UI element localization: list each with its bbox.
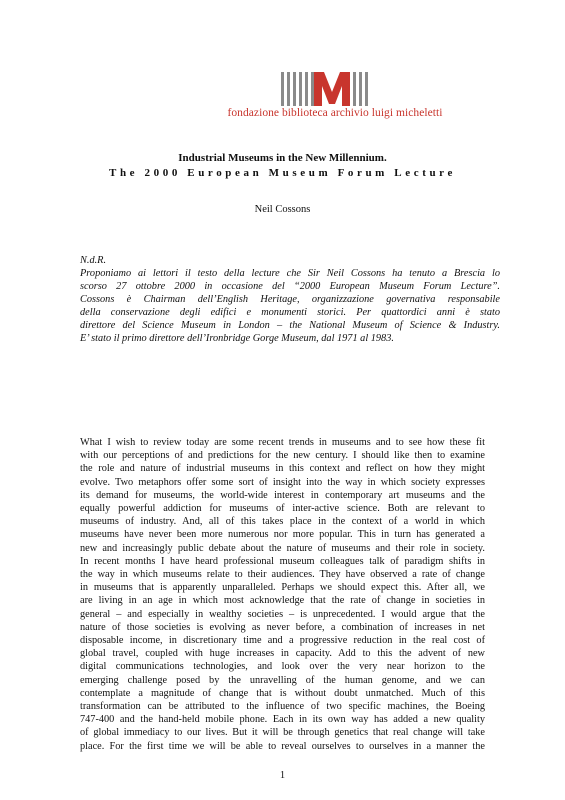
body-line: global travel, coupled with huge increases in capacity. Add to this the advent of new [80,648,485,660]
body-line: disposable income, in discretionary time and a progressive reduction in the real cost of [80,635,485,647]
author-name: Neil Cossons [254,204,311,215]
body-line: place. For the first time we will be able to reveal ourselves to ourselves in a manner the [80,740,485,752]
note-line: direttore del Science Museum in London – the National Museum of Science & Industry. [80,320,500,331]
document-title: Industrial Museums in the New Millennium. [178,152,387,164]
note-label: N.d.R. [80,255,107,266]
logo-org-name: fondazione biblioteca archivio luigi micheletti [227,107,443,119]
note-line: Cossons è Chairman dell’English Heritage, organizzazione governativa responsabile [80,294,500,305]
note-line: scorso 27 ottobre 2000 in occasione del “2000 European Museum Forum Lecture”. [80,281,500,292]
body-line: equally powerful addiction for museums of inter-active science. Both are relevant to [80,503,485,515]
foundation-logo [0,72,565,132]
body-line: its demand for museums, the world-wide interest in contemporary art museums and the [80,489,485,501]
body-line: the role and nature of industrial museums in this context and reflect on how they might [80,463,485,475]
body-line: digital communications technologies, and look over the very near horizon to the [80,661,485,673]
body-line: new and increasingly public debate about the nature of museums and their role in society. [80,542,485,554]
note-line: della conservazione degli edifici e monumenti storici. Per quattordici anni è stato [80,307,500,318]
body-line: In recent months I have heard professional museum colleagues talk of paradigm shifts in [80,555,485,567]
page-number: 1 [279,770,286,781]
note-line: Proponiamo ai lettori il testo della lecture che Sir Neil Cossons ha tenuto a Brescia lo [80,268,500,279]
body-line: contemplate a magnitude of change that is without doubt unmatched. Much of this [80,687,485,699]
document-subtitle: The 2000 European Museum Forum Lecture [109,167,456,179]
body-line: emerging challenge posed by the unravelling of the human genome, and we can [80,674,485,686]
body-paragraph [80,436,485,753]
body-line: in museums that is apparently unparalleled. Perhaps we should expect this. After all, we [80,582,485,594]
body-line: with our perceptions of and predictions for the new century. I should like then to examine [80,450,485,462]
body-line: general – and especially in wealthy societies – is unprecedented. I would argue that the [80,608,485,620]
body-line: are living in an age in which most acknowledge that the rate of change in societies in [80,595,485,607]
note-line: E’ stato il primo direttore dell’Ironbridge Gorge Museum, dal 1971 al 1983. [80,333,394,344]
body-line: evolve. Two metaphors offer some sort of insight into the way in which society expresses [80,476,485,488]
body-line: the way in which museums relate to their audiences. They have observed a rate of change [80,569,485,581]
body-line: of global immediacy to our lives. But it will be through genetics that real change will take [80,727,485,739]
body-line: transformation can be attributed to the influence of two specific machines, the Boeing [80,701,485,713]
logo-m-letter [281,72,371,106]
body-line: 747-400 and the hand-held mobile phone. Each in its own way has added a new quality [80,714,485,726]
body-line: museums have never been more numerous nor more popular. This in turn has generated a [80,529,485,541]
body-line: nature of those societies is evolving as never before, a combination of increases in net [80,621,485,633]
logo-mark [281,72,371,106]
editor-note [80,254,500,345]
body-line: museums of industry. And, all of this takes place in the context of a world in which [80,516,485,528]
body-line: What I wish to review today are some recent trends in museums and to see how these fit [80,437,485,448]
